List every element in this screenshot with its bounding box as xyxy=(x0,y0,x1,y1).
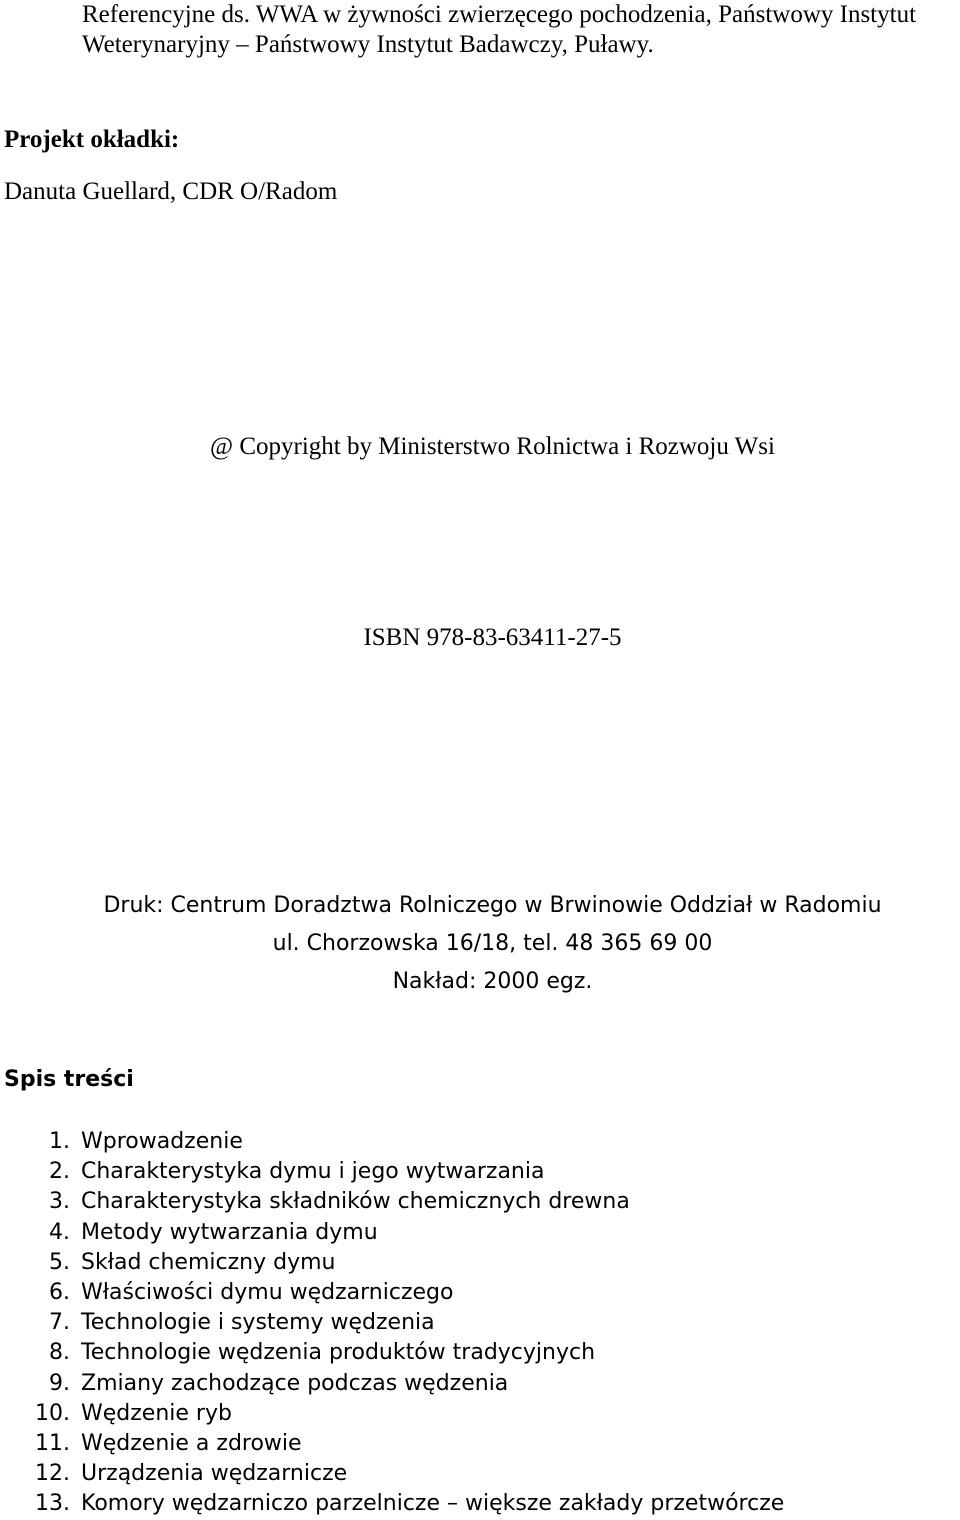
cover-label: Projekt okładki: xyxy=(4,126,180,153)
toc-item xyxy=(0,1218,960,1248)
reference-note xyxy=(82,0,960,60)
toc-item xyxy=(0,1308,960,1338)
print-address: ul. Chorzowska 16/18, tel. 48 365 69 00 xyxy=(272,931,713,956)
toc-item-title: Charakterystyka dymu i jego wytwarzania xyxy=(81,1159,545,1185)
toc-item-number: 8. xyxy=(49,1340,70,1366)
toc-item-title: Technologie wędzenia produktów tradycyjnych xyxy=(81,1340,596,1366)
toc-item-title: Właściwości dymu wędzarniczego xyxy=(81,1279,454,1305)
reference-line-2: Weterynaryjny – Państwowy Instytut Badawczy, Puławy. xyxy=(82,31,654,58)
cover-label-row xyxy=(4,127,337,152)
isbn-number: ISBN 978-83-63411-27-5 xyxy=(363,624,622,651)
toc-item-title: Skład chemiczny dymu xyxy=(81,1249,336,1275)
cover-credit xyxy=(4,127,337,231)
toc-item xyxy=(0,1399,960,1429)
toc-item-number: 11. xyxy=(35,1430,70,1456)
toc-list xyxy=(0,1127,960,1519)
toc-item xyxy=(0,1157,960,1187)
copyright-notice: @ Copyright by Ministerstwo Rolnictwa i Rozwoju Wsi xyxy=(210,433,775,460)
toc-item xyxy=(0,1338,960,1368)
toc-title: Spis treści xyxy=(4,1067,134,1092)
toc-item-title: Wędzenie a zdrowie xyxy=(81,1430,302,1456)
print-house: Druk: Centrum Doradztwa Rolniczego w Brwinowie Oddział w Radomiu xyxy=(103,893,882,918)
toc-item-number: 13. xyxy=(35,1491,70,1517)
toc-item-title: Komory wędzarniczo parzelnicze – większe zakłady przetwórcze xyxy=(81,1491,785,1517)
toc-item-number: 12. xyxy=(35,1461,70,1487)
toc-item-number: 7. xyxy=(49,1310,70,1336)
toc-item-title: Urządzenia wędzarnicze xyxy=(81,1461,348,1487)
toc-item-title: Charakterystyka składników chemicznych drewna xyxy=(81,1189,630,1215)
toc-item xyxy=(0,1187,960,1217)
toc-item xyxy=(0,1429,960,1459)
toc-item-number: 10. xyxy=(35,1400,70,1426)
toc-item-title: Technologie i systemy wędzenia xyxy=(81,1310,435,1336)
toc-item-number: 6. xyxy=(49,1279,70,1305)
toc-item xyxy=(0,1459,960,1489)
toc-item-number: 2. xyxy=(49,1159,70,1185)
toc-item-title: Metody wytwarzania dymu xyxy=(81,1219,378,1245)
toc-item xyxy=(0,1489,960,1519)
cover-author: Danuta Guellard, CDR O/Radom xyxy=(4,178,338,205)
toc-item-number: 5. xyxy=(49,1249,70,1275)
toc-item-title: Zmiany zachodzące podczas wędzenia xyxy=(81,1370,509,1396)
toc-item-title: Wędzenie ryb xyxy=(81,1400,232,1426)
toc-item-number: 3. xyxy=(49,1189,70,1215)
toc-item xyxy=(0,1248,960,1278)
toc-item-title: Wprowadzenie xyxy=(81,1129,243,1154)
print-run: Nakład: 2000 egz. xyxy=(392,969,593,994)
toc-item-number: 9. xyxy=(49,1370,70,1396)
toc-item-number: 4. xyxy=(49,1219,70,1245)
toc-item xyxy=(0,1127,960,1157)
toc-item-number: 1. xyxy=(49,1129,70,1154)
reference-line-1: Referencyjne ds. WWA w żywności zwierzęcego pochodzenia, Państwowy Instytut xyxy=(82,1,917,28)
toc-item xyxy=(0,1278,960,1308)
toc-item xyxy=(0,1369,960,1399)
